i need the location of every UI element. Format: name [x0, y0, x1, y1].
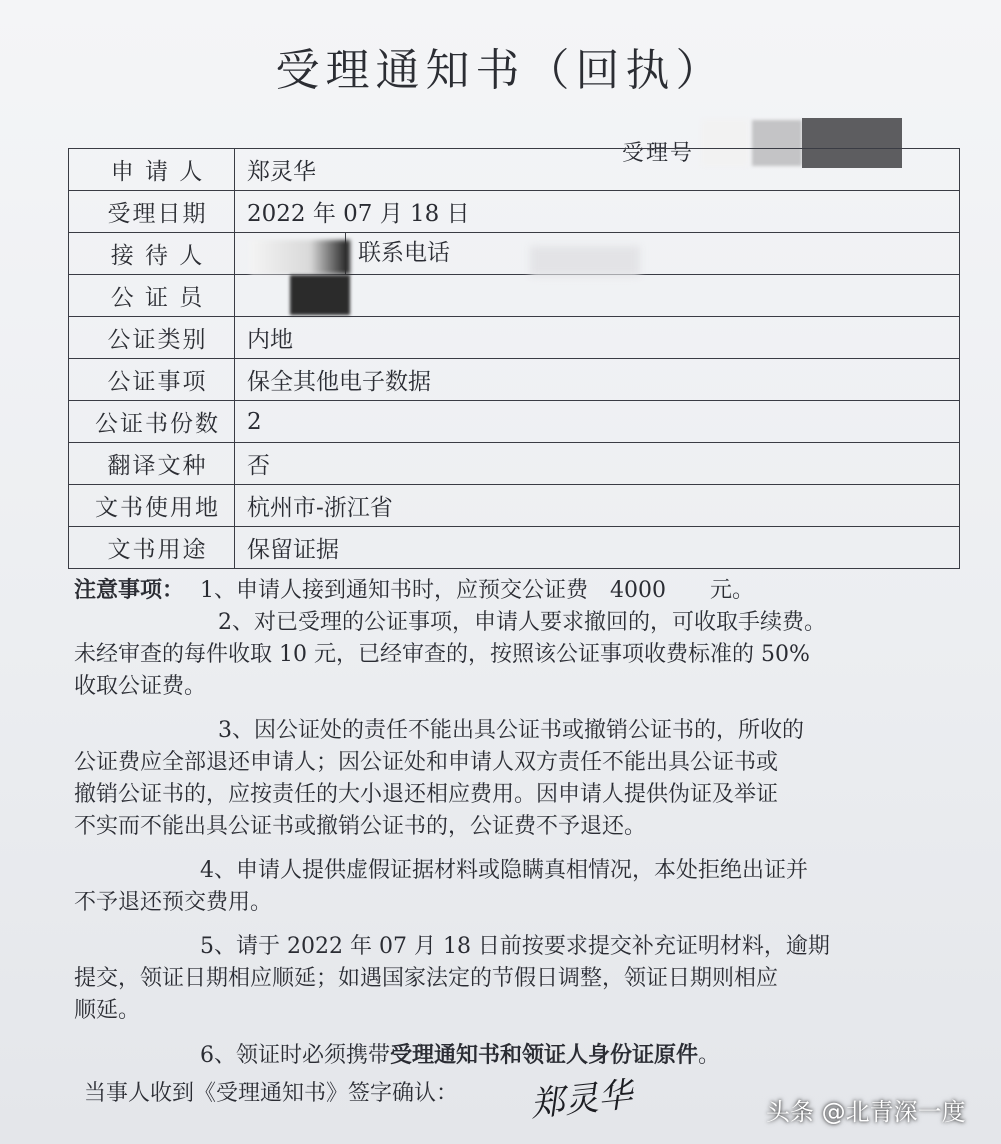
note-text: 6、领证时必须携带	[200, 1043, 390, 1068]
note-3-line: 撤销公证书的，应按责任的大小退还相应费用。因申请人提供伪证及举证	[74, 782, 779, 807]
note-2-line: 未经审查的每件收取 10 元，已经审查的，按照该公证事项收费标准的 50%	[74, 642, 810, 667]
table-row	[69, 359, 960, 401]
note-2-line: 收取公证费。	[74, 674, 207, 699]
handwritten-signature: 郑灵华	[528, 1074, 635, 1126]
field-value-date: 2022 年 07 月 18 日	[235, 191, 960, 233]
accept-number-label: 受理号	[622, 141, 695, 166]
field-label: 文书用途	[69, 527, 235, 569]
field-label: 接 待 人	[69, 233, 235, 275]
field-label: 文书使用地	[69, 485, 235, 527]
note-4: 4、申请人提供虚假证据材料或隐瞒真相情况，本处拒绝出证并	[200, 858, 808, 883]
note-5: 5、请于 2022 年 07 月 18 日前按要求提交补充证明材料，逾期	[200, 934, 830, 959]
table-row	[69, 149, 960, 191]
note-5-line: 顺延。	[74, 998, 141, 1023]
note-4-line: 不予退还预交费用。	[74, 890, 273, 915]
table-row	[69, 233, 960, 275]
table-row	[69, 317, 960, 359]
field-value-category: 内地	[235, 317, 960, 359]
redaction-blur	[250, 240, 350, 274]
table-row	[69, 527, 960, 569]
note-3-line: 公证费应全部退还申请人；因公证处和申请人双方责任不能出具公证书或	[74, 750, 779, 775]
redaction-blur	[530, 246, 640, 276]
field-label: 申 请 人	[69, 149, 235, 191]
note-2: 2、对已受理的公证事项，申请人要求撤回的，可收取手续费。	[218, 610, 826, 635]
table-row	[69, 401, 960, 443]
note-1	[74, 574, 954, 607]
note-emphasis: 受理通知书和领证人身份证原件	[390, 1042, 699, 1068]
field-label: 公证事项	[69, 359, 235, 401]
field-value-copies: 2	[235, 401, 960, 443]
field-value-purpose: 保留证据	[235, 527, 960, 569]
field-label: 翻译文种	[69, 443, 235, 485]
field-label: 公证书份数	[69, 401, 235, 443]
page-title: 受理通知书（回执）	[275, 45, 726, 96]
field-label: 受理日期	[69, 191, 235, 233]
note-6	[74, 1039, 954, 1072]
table-row	[69, 485, 960, 527]
notes-section	[74, 574, 954, 1072]
notes-heading: 注意事项：	[74, 577, 185, 603]
redaction-block	[290, 275, 350, 315]
phone-label: 联系电话	[345, 233, 450, 274]
note-3-line: 不实而不能出具公证书或撤销公证书的，公证费不予退还。	[74, 814, 647, 839]
field-label: 公证类别	[69, 317, 235, 359]
field-value-matter: 保全其他电子数据	[235, 359, 960, 401]
note-text: 1、申请人接到通知书时，应预交公证费 4000 元。	[200, 578, 755, 603]
signature-confirm-label: 当事人收到《受理通知书》签字确认：	[84, 1081, 459, 1106]
application-form-table	[68, 148, 960, 569]
table-row	[69, 191, 960, 233]
note-5-line: 提交，领证日期相应顺延；如遇国家法定的节假日调整，领证日期则相应	[74, 966, 779, 991]
field-label: 公 证 员	[69, 275, 235, 317]
field-value-applicant: 郑灵华	[235, 149, 960, 191]
note-text: 。	[698, 1043, 721, 1068]
source-watermark: 头条 @北青深一度	[766, 1098, 966, 1126]
table-row	[69, 443, 960, 485]
table-row	[69, 275, 960, 317]
note-3: 3、因公证处的责任不能出具公证书或撤销公证书的，所收的	[218, 718, 804, 743]
field-value-place: 杭州市-浙江省	[235, 485, 960, 527]
field-value-translation: 否	[235, 443, 960, 485]
